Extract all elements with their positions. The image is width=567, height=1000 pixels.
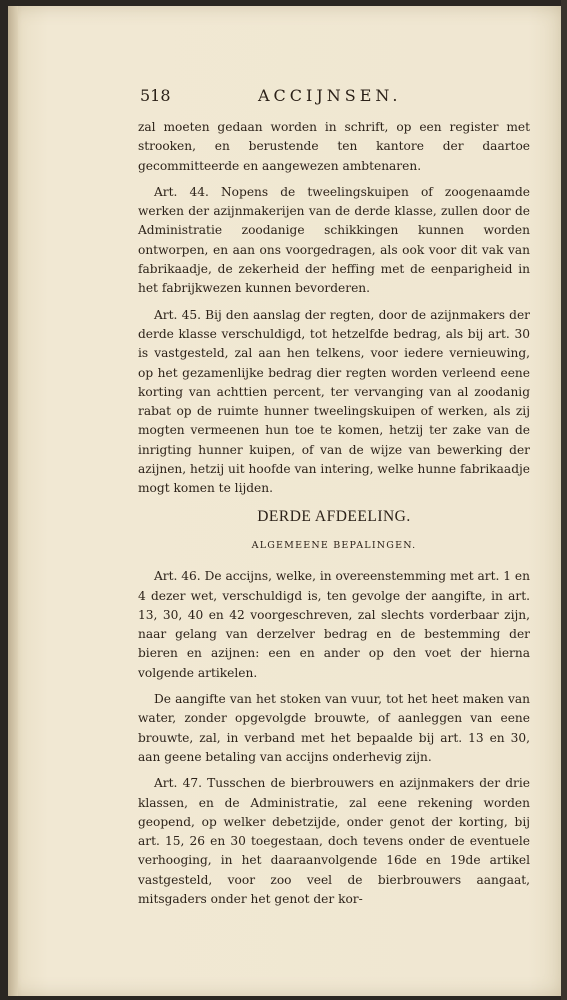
running-title: ACCIJNSEN. (258, 86, 402, 105)
paragraph: De aangifte van het stoken van vuur, tot het heet maken van water, zonder opgevolgde brouwte, of aanleggen van eene brouwte, zal, in verband met het bepaalde bij art. 13 en 30, aan geene betaling van accijns onderhevig zijn. (138, 692, 530, 764)
section-subheading: ALGEMEENE BEPALINGEN. (251, 539, 417, 551)
paragraph: zal moeten gedaan worden in schrift, op een register met strooken, en berustende ten kantore der daartoe gecommitteerde en aangewezen ambtenaren. (138, 120, 530, 173)
paragraph-art-47: Art. 47. Tusschen de bierbrouwers en azijnmakers der drie klassen, en de Administratie, zal eene rekening worden geopend, op welker debetzijde, onder genot der korting, bij art. 15, 26 en 30 toegestaan, doch tevens onder de eventuele verhooging, in het daaraanvolgende 16de en 19de artikel vastgesteld, voor zoo veel de bierbrouwers aangaat, mitsgaders onder het genot der kor- (138, 776, 530, 906)
paragraph-art-44: Art. 44. Nopens de tweelingskuipen of zoogenaamde werken der azijnmakerijen van de derde klasse, zullen door de Administratie zoodanige schikkingen kunnen worden ontworpen, en aan ons voorgedragen, als ook voor dit vak van fabrikaadje, de zekerheid der heffing met de eenparigheid in het fabrijkwezen kunnen bevorderen. (138, 184, 530, 296)
section-heading: DERDE AFDEELING. (257, 507, 411, 525)
page-number: 518 (140, 86, 171, 105)
page-gutter (8, 6, 18, 996)
paragraph-art-45: Art. 45. Bij den aanslag der regten, door de azijnmakers der derde klasse verschuldigd, tot hetzelfde bedrag, als bij art. 30 is vastgesteld, zal aan hen telkens, voor iedere vernieuwing, op het gezamenlijke bedrag dier regten worden verleend eene korting van achttien percent, ter vervanging van al zoodanig rabat op de ruimte hunner tweelingskuipen of werken, als zij mogten vermeenen hun toe te komen, hetzij ter zake van de inrigting hunner kuipen, of van de wijze van bewerking der azijnen, hetzij uit hoofde van intering, welke hunne fabrikaadje mogt komen te lijden. (138, 307, 530, 496)
body-text (138, 118, 530, 916)
scan-edge (561, 0, 567, 1000)
paragraph-art-46: Art. 46. De accijns, welke, in overeenstemming met art. 1 en 4 dezer wet, verschuldigd is, ten gevolge der aangifte, in art. 13, 30, 40 en 42 voorgeschreven, zal slechts vorderbaar zijn, naar gelang van derzelver bedrag en de bestemming der bieren en azijnen: een en ander op den voet der hierna volgende artikelen. (138, 569, 530, 680)
page-header (140, 86, 520, 108)
